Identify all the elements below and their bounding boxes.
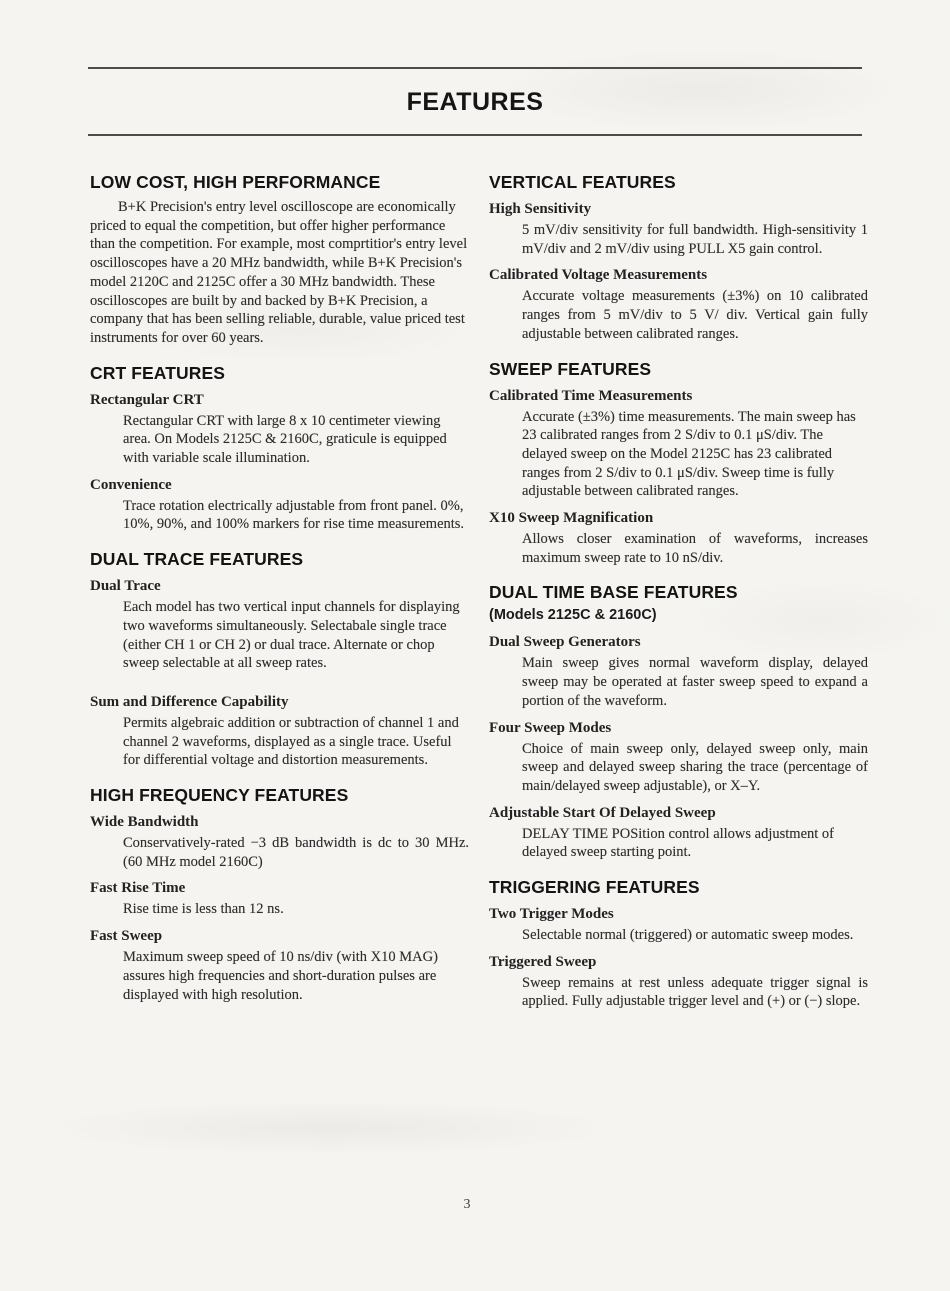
feature-title: Dual Trace [90, 578, 161, 595]
section-heading: TRIGGERING FEATURES [489, 877, 700, 898]
feature-title: High Sensitivity [489, 201, 592, 217]
feature-title: Calibrated Time Measurements [489, 387, 693, 404]
feature-item [489, 266, 868, 343]
section-heading: HIGH FREQUENCY FEATURES [90, 785, 349, 806]
section-vertical-features [489, 172, 868, 344]
feature-item [90, 391, 469, 468]
feature-item [90, 813, 469, 871]
section-intro-paragraph: B+K Precision's entry level oscilloscope are economically priced to equal the competition, but offer higher performance than the competition. For example, most comprtitior's entry level oscilloscopes have a 20 MHz bandwidth, while B+K Precision's model 2120C and 2125C offer a 30 MHz bandwidth. These oscilloscopes are built by and backed by B+K Precision, a company that has been selling reliable, durable, value priced test instruments for over 60 years. [90, 199, 468, 346]
feature-title: Wide Bandwidth [90, 814, 199, 831]
page-title: FEATURES [406, 88, 544, 116]
section-heading: SWEEP FEATURES [489, 358, 652, 379]
feature-title: Four Sweep Modes [489, 719, 612, 736]
feature-text: Each model has two vertical input channels for displaying two waveforms simultaneously. Selectabale single trace (either CH 1 or CH 2) or dual trace. Alternate or chop sweep selectable at all sweep rates. [123, 599, 460, 672]
page-number: 3 [463, 1197, 471, 1212]
feature-title: Convenience [90, 476, 172, 493]
feature-item [489, 387, 868, 502]
feature-text: DELAY TIME POSition control allows adjustment of delayed sweep starting point. [522, 825, 835, 861]
feature-title: Dual Sweep Generators [489, 634, 641, 651]
feature-text: Permits algebraic addition or subtraction of channel 1 and channel 2 waveforms, displayed as a single trace. Useful for differential voltage and distortion measurements. [123, 714, 459, 769]
feature-title: Adjustable Start Of Delayed Sweep [489, 804, 716, 821]
section-triggering-features [489, 877, 868, 1011]
section-subtitle: (Models 2125C & 2160C) [489, 607, 657, 624]
feature-text: 5 mV/div sensitivity for full bandwidth. High-sensitivity 1 mV/div and 2 mV/div using PULL X5 gain control. [522, 222, 868, 257]
feature-text: Trace rotation electrically adjustable from front panel. 0%, 10%, 90%, and 100% markers for rise time measurements. [123, 497, 465, 533]
feature-item [489, 905, 868, 945]
feature-item [90, 879, 469, 919]
feature-item [90, 927, 469, 1004]
feature-text: Allows closer examination of waveforms, increases maximum sweep rate to 10 nS/div. [522, 531, 868, 566]
feature-item [489, 509, 868, 567]
feature-title: Two Trigger Modes [489, 906, 614, 923]
feature-text: Sweep remains at rest unless adequate trigger signal is applied. Fully adjustable trigger level and (+) or (−) slope. [522, 974, 868, 1010]
feature-text: Choice of main sweep only, delayed sweep only, main sweep and delayed sweep sharing the trace (percentage of main/delayed sweep adjustable), or X–Y. [522, 740, 868, 794]
section-sweep-features [489, 359, 868, 568]
feature-text: Selectable normal (triggered) or automatic sweep modes. [522, 927, 854, 944]
section-heading: VERTICAL FEATURES [489, 172, 676, 192]
feature-title: X10 Sweep Magnification [489, 510, 654, 527]
feature-title: Sum and Difference Capability [90, 693, 289, 710]
feature-title: Calibrated Voltage Measurements [489, 267, 708, 284]
feature-item [90, 476, 469, 534]
feature-text: Rise time is less than 12 ns. [123, 901, 284, 918]
section-crt-features [90, 363, 469, 535]
section-heading: DUAL TIME BASE FEATURES [489, 582, 738, 603]
feature-item [90, 577, 469, 673]
feature-title: Triggered Sweep [489, 953, 597, 970]
feature-item [489, 953, 868, 1011]
feature-text: Accurate (±3%) time measurements. The main sweep has 23 calibrated ranges from 2 S/div to 0.1 μS/div. The delayed sweep on the Model 2125C has 23 calibrated ranges from 2 S/div to 0.1 μS/div. Sweep time is fully adjustable between calibrated ranges. [522, 408, 856, 500]
feature-title: Fast Sweep [90, 928, 163, 945]
mid-rule [88, 134, 862, 136]
section-heading: CRT FEATURES [90, 362, 226, 383]
feature-item [489, 804, 868, 862]
feature-title: Rectangular CRT [90, 391, 204, 408]
feature-text: Main sweep gives normal waveform display, delayed sweep may be operated at faster sweep speed to expand a portion of the waveform. [522, 655, 868, 709]
feature-item [489, 719, 868, 796]
feature-text: Maximum sweep speed of 10 ns/div (with X10 MAG) assures high frequencies and short-duration pulses are displayed with high resolution. [123, 949, 438, 1003]
section-dual-time-base-features [489, 582, 868, 862]
feature-title: Fast Rise Time [90, 880, 186, 897]
right-column [489, 172, 868, 1012]
feature-text: Conservatively-rated −3 dB bandwidth is dc to 30 MHz. (60 MHz model 2160C) [123, 835, 469, 870]
feature-item [489, 633, 868, 710]
section-heading: LOW COST, HIGH PERFORMANCE [90, 172, 381, 192]
section-low-cost-high-performance [90, 172, 469, 348]
feature-text: Rectangular CRT with large 8 x 10 centimeter viewing area. On Models 2125C & 2160C, graticule is equipped with variable scale illumination. [123, 412, 447, 467]
feature-text: Accurate voltage measurements (±3%) on 10 calibrated ranges from 5 mV/div to 5 V/ div. Vertical gain fully adjustable between calibrated ranges. [522, 288, 868, 342]
top-rule [88, 67, 862, 69]
two-column-layout [90, 172, 868, 1012]
section-heading: DUAL TRACE FEATURES [90, 549, 304, 570]
section-dual-trace-features [90, 549, 469, 770]
section-high-frequency-features [90, 785, 469, 1004]
left-column [90, 172, 469, 1012]
feature-item [489, 200, 868, 258]
feature-item [90, 693, 469, 770]
